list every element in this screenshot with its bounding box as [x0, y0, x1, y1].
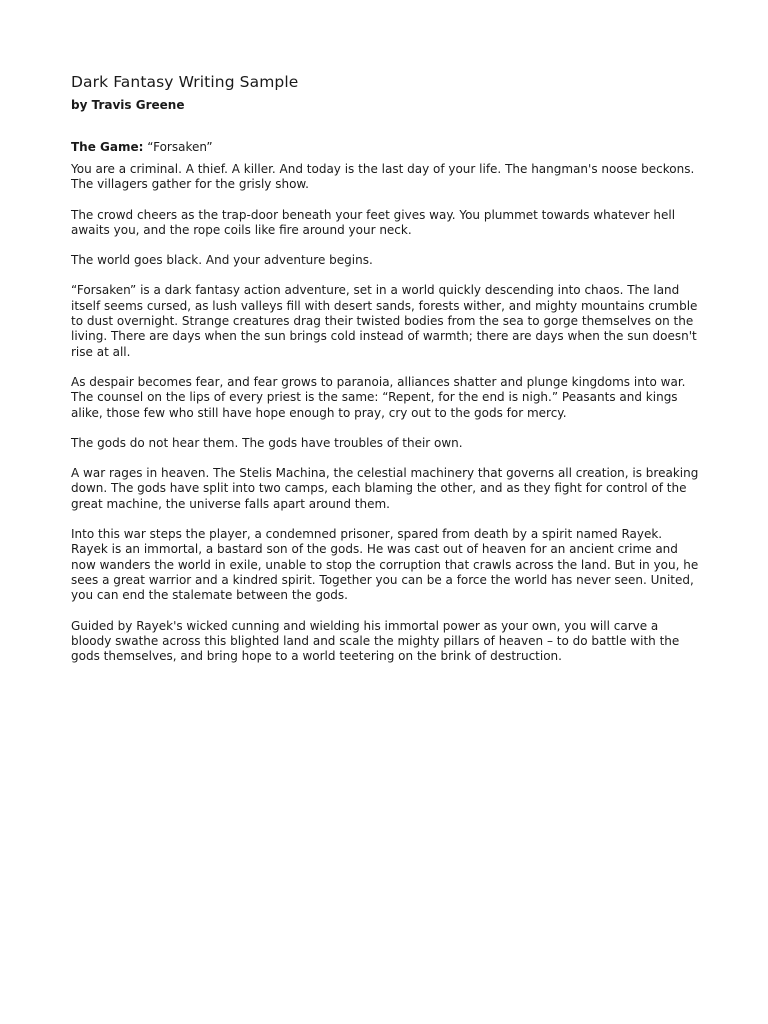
paragraph: “Forsaken” is a dark fantasy action adventure, set in a world quickly descending into chaos. The land itself seems cursed, as lush valleys fill with desert sands, forests wither, and mighty mountains crumble to dust overnight. Strange creatures drag their twisted bodies from the sea to gorge themselves on the living. There are days when the sun brings cold instead of warmth; there are days when the sun doesn't rise at all. — [71, 283, 698, 359]
paragraph: The world goes black. And your adventure begins. — [71, 253, 373, 268]
author-byline: by Travis Greene — [71, 98, 185, 112]
paragraph: Into this war steps the player, a condemned prisoner, spared from death by a spirit named Rayek. Rayek is an immortal, a bastard son of the gods. He was cast out of heaven for an ancient crime and now wanders the world in exile, unable to stop the corruption that crawls across the land. But in you, he sees a great warrior and a kindred spirit. Together you can be a force the world has never seen. United, you can end the stalemate between the gods. — [71, 527, 699, 603]
paragraph: The crowd cheers as the trap-door beneath your feet gives way. You plummet towards whatever hell awaits you, and the rope coils like fire around your neck. — [71, 207, 676, 237]
paragraph: Guided by Rayek's wicked cunning and wielding his immortal power as your own, you will carve a bloody swathe across this blighted land and scale the mighty pillars of heaven – to do battle with the gods themselves, and bring hope to a world teetering on the brink of destruction. — [71, 618, 680, 664]
paragraph: As despair becomes fear, and fear grows to paranoia, alliances shatter and plunge kingdoms into war. The counsel on the lips of every priest is the same: “Repent, for the end is nigh.” Peasants and kings alike, those few who still have hope enough to pray, cry out to the gods for mercy. — [71, 374, 686, 420]
body-text — [71, 162, 701, 664]
game-label: The Game: — [71, 140, 144, 154]
game-heading — [71, 139, 701, 155]
document-page — [71, 72, 701, 664]
paragraph: You are a criminal. A thief. A killer. And today is the last day of your life. The hangman's noose beckons. The villagers gather for the grisly show. — [71, 162, 695, 192]
paragraph: A war rages in heaven. The Stelis Machina, the celestial machinery that governs all creation, is breaking down. The gods have split into two camps, each blaming the other, and as they fight for control of the great machine, the universe falls apart around them. — [71, 466, 699, 511]
game-name: “Forsaken” — [147, 140, 213, 154]
document-title: Dark Fantasy Writing Sample — [71, 73, 299, 91]
paragraph: The gods do not hear them. The gods have troubles of their own. — [71, 435, 463, 450]
